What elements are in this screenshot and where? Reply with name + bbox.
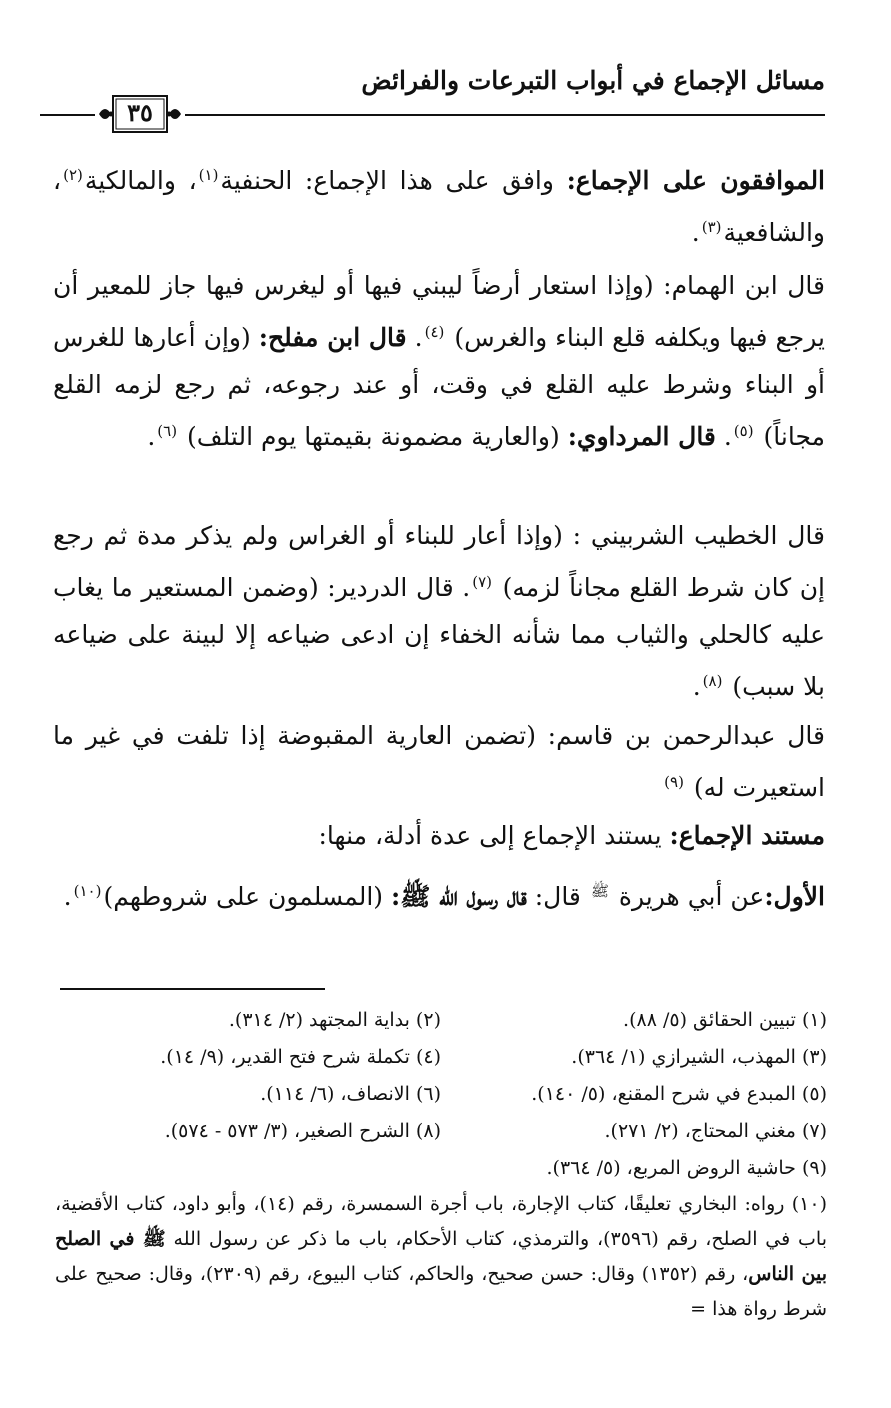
footnote-6: (٦) الانصاف، (٦/ ١١٤). [260,1083,441,1105]
footnote-ref-1[interactable]: (١) [198,166,219,184]
footnote-9: (٩) حاشية الروض المربع، (٥/ ٣٦٤). [546,1157,827,1179]
paragraph-text: . [692,672,701,701]
page-number-ornament [95,92,185,136]
footnote-ref-5[interactable]: (٥) [733,422,754,440]
footnote-8: (٨) الشرح الصغير، (٣/ ٥٧٣ - ٥٧٤). [164,1120,441,1142]
footnote-ref-7[interactable]: (٧) [472,573,492,591]
footnote-7: (٧) مغني المحتاج، (٢/ ٢٧١). [604,1120,827,1142]
paragraph-text: وافق على هذا الإجماع: الحنفية [220,166,567,195]
footnote-row [55,1002,827,1039]
footnote-1: (١) تبيين الحقائق (٥/ ٨٨). [623,1009,827,1031]
footnote-text: (١٠) رواه: البخاري تعليقًا، كتاب الإجارة، باب أجرة السمسرة، رقم (١٤)، وأبو داود، كتاب الأقضية، باب في الصلح، رقم (٣٥٩٦)، والترمذي، كتاب الأحكام، باب ما ذكر عن رسول الله [55,1193,828,1250]
prophet-said-label: قال رسول الله ﷺ: [391,882,527,911]
footnote-ref-2[interactable]: (٢) [63,166,83,184]
paragraph-text: ، والمالكية [84,166,197,195]
footnote-separator [60,988,325,990]
paragraph-text: قال عبدالرحمن بن قاسم: (تضمن العارية المقبوضة إذا تلفت في غير ما استعيرت له) [53,721,825,802]
paragraph-text: (وإن أعارها للغرس أو البناء وشرط عليه القلع في وقت، أو عند رجوعه، ثم رجع لزمه القلع مجاناً) [53,323,825,451]
footnote-text: ﷺ في الصلح بين الناس [55,1228,827,1285]
footnote-10 [55,1187,827,1327]
paragraph-khatib-sharbini [53,512,825,710]
paragraph-text: . [715,422,732,451]
heading-agreeing: الموافقون على الإجماع: [566,166,826,195]
honorific-icon: ﷺ [590,882,609,900]
first-label: الأول: [764,882,825,911]
footnote-2: (٢) بداية المجتهد (٢/ ٣١٤). [228,1009,441,1031]
footnote-ref-8[interactable]: (٨) [702,672,723,690]
footnote-ref-4[interactable]: (٤) [424,323,445,341]
paragraph-text: . [147,422,156,451]
paragraph-text: . [691,218,700,247]
paragraph-text: (المسلمون على شروطهم) [103,882,392,911]
footnote-row [55,1150,827,1187]
footnote-4: (٤) تكملة شرح فتح القدير، (٩/ ١٤). [160,1046,441,1068]
paragraph-ibn-humam [53,262,825,460]
footnote-5: (٥) المبدع في شرح المقنع، (٥/ ١٤٠). [531,1083,827,1105]
paragraph-text: قال الخطيب الشربيني : (وإذا أعار للبناء أو الغراس ولم يذكر مدة ثم رجع إن كان شرط القلع مجاناً لزمه) [53,521,826,602]
footnote-row [55,1113,827,1150]
paragraph-text: (والعارية مضمونة بقيمتها يوم التلف) [179,422,568,451]
paragraph-text: قال ابن الهمام: (وإذا استعار أرضاً ليبني فيها أو ليغرس فيها جاز للمعير أن يرجع فيها ويكلفه قلع البناء والغرس) [53,271,826,352]
footnotes [55,1002,827,1327]
footnote-ref-3[interactable]: (٣) [701,218,722,236]
paragraph-text: ، والشافعية [53,166,825,247]
footnote-ref-6[interactable]: (٦) [157,422,178,440]
ibn-muflih-label: قال ابن مفلح: [258,323,407,352]
paragraph-text: عن أبي هريرة [610,882,765,911]
footnote-3: (٣) المهذب، الشيرازي (١/ ٣٦٤). [571,1046,827,1068]
paragraph-text: يستند الإجماع إلى عدة أدلة، منها: [318,821,670,850]
footnote-ref-10[interactable]: (١٠) [73,882,102,900]
paragraph-first-evidence [53,868,825,920]
mardawi-label: قال المرداوي: [567,422,716,451]
footnote-ref-9[interactable]: (٩) [664,773,684,791]
paragraph-text: . [406,323,423,352]
paragraph-ibn-qasim [53,712,825,811]
paragraph-text: . [63,882,72,911]
page-number: ٣٥ [127,98,153,127]
footnote-row [55,1076,827,1113]
paragraph-text: . قال الدردير: (وضمن المستعير ما يغاب عليه كالحلي والثياب مما شأنه الخفاء إن ادعى ضياعه إلا لبينة على ضياعه بلا سبب) [53,573,825,701]
paragraph-basis-heading [53,812,825,859]
footnote-text: ، رقم (١٣٥٢) وقال: حسن صحيح، والحاكم، كتاب البيوع، رقم (٢٣٠٩)، وقال: صحيح على شرط رواة هذا = [55,1263,827,1320]
running-title: مسائل الإجماع في أبواب التبرعات والفرائض [361,66,825,95]
basis-label: مستند الإجماع: [669,821,825,850]
footnote-row [55,1039,827,1076]
paragraph-text: قال: [526,882,589,911]
paragraph-agreeing-scholars [53,152,825,256]
